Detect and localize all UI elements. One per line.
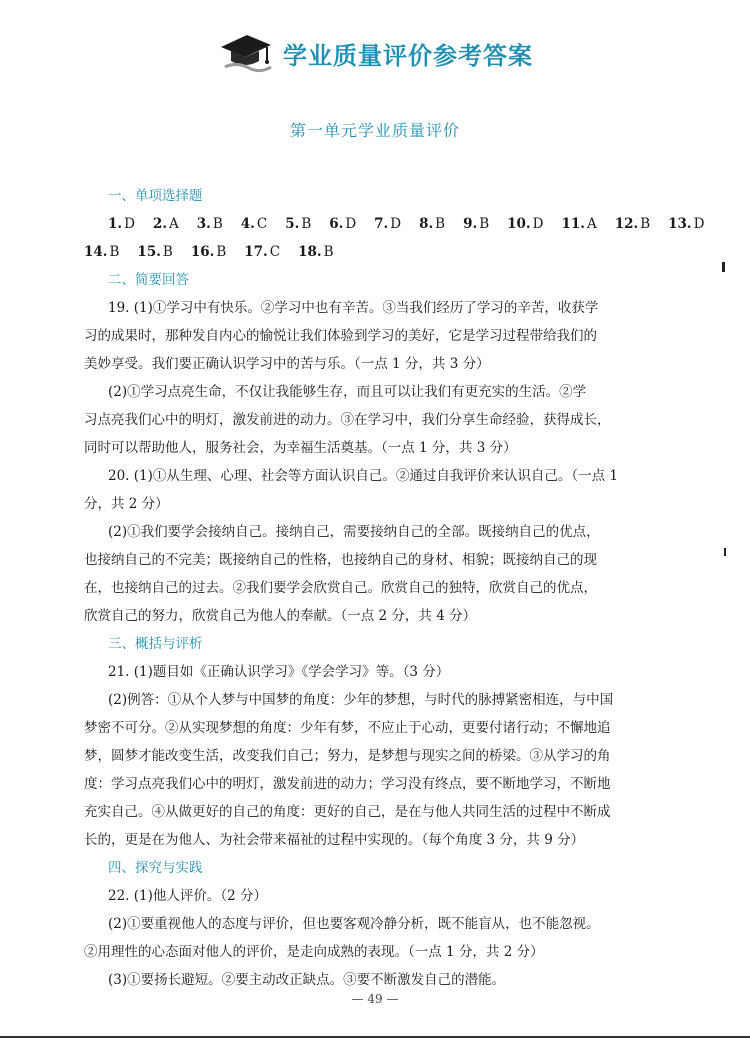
answer-line: 习的成果时，那种发自内心的愉悦让我们体验到学习的美好，它是学习过程带给我们的	[84, 328, 597, 344]
mcq-number: 14.	[84, 244, 108, 260]
answer-line: (2)①要重视他人的态度与评价，但也要客观冷静分析，既不能盲从，也不能忽视。	[108, 916, 600, 932]
mcq-number: 17.	[244, 244, 268, 260]
mcq-answer	[285, 210, 311, 238]
section-heading-summary-evaluation: 三、概括与评析	[108, 636, 203, 652]
mcq-letter: C	[256, 216, 268, 232]
answer-line: 美妙享受。我们要正确认识学习中的苦与乐。（一点 1 分，共 3 分）	[84, 356, 490, 372]
mcq-number: 11.	[561, 216, 585, 232]
unit-title: 第一单元学业质量评价	[289, 121, 460, 140]
answer-line: (3)①要扬长避短。②要主动改正缺点。③要不断激发自己的潜能。	[108, 972, 506, 988]
mcq-answer	[615, 210, 650, 238]
mcq-number: 4.	[240, 216, 255, 232]
mcq-answer	[241, 210, 267, 238]
mcq-answer	[137, 238, 172, 266]
answer-key-title: 学业质量评价参考答案	[283, 41, 533, 70]
mcq-answer	[561, 210, 596, 238]
page-bottom-rule	[0, 1036, 750, 1038]
mcq-answer	[153, 210, 179, 238]
section-heading-short-answer: 二、简要回答	[108, 272, 189, 288]
mcq-answer	[84, 238, 119, 266]
answer-line: 充实自己。④从做更好的自己的角度：更好的自己，是在与他人共同生活的过程中不断成	[84, 804, 611, 820]
mcq-letter: A	[586, 216, 597, 232]
mcq-letter: D	[345, 216, 357, 232]
answer-line: 习点亮我们心中的明灯，激发前进的动力。③在学习中，我们分享生命经验，获得成长，	[84, 412, 611, 428]
answer-line: 21. (1)题目如《正确认识学习》《学会学习》等。（3 分）	[108, 664, 450, 680]
mcq-answer	[197, 210, 223, 238]
mcq-letter: C	[269, 244, 281, 260]
mcq-letter: D	[532, 216, 544, 232]
section-heading-inquiry-practice: 四、探究与实践	[108, 860, 203, 876]
answer-line: 22. (1)他人评价。（2 分）	[108, 888, 268, 904]
mcq-letter: D	[124, 216, 135, 232]
mcq-row-2	[84, 238, 716, 266]
mcq-letter: B	[162, 244, 173, 260]
scan-mark	[722, 262, 725, 272]
mcq-answer	[419, 210, 445, 238]
mcq-answer	[298, 238, 333, 266]
answer-line: 在，也接纳自己的过去。②我们要学会欣赏自己。欣赏自己的独特，欣赏自己的优点，	[84, 580, 597, 596]
mcq-letter: D	[693, 216, 705, 232]
mcq-letter: B	[212, 216, 223, 232]
header-inner	[217, 31, 533, 75]
mcq-answer	[507, 210, 543, 238]
page-number: — 49 —	[351, 992, 399, 1006]
mcq-answer	[191, 238, 226, 266]
mcq-answer	[463, 210, 489, 238]
answer-line: 长的，更是在为他人、为社会带来福祉的过程中实现的。（每个角度 3 分，共 9 分）	[84, 832, 585, 848]
mcq-answer	[244, 238, 280, 266]
answer-line: (2)①学习点亮生命，不仅让我能够生存，而且可以让我们有更充实的生活。②学	[108, 384, 587, 400]
mcq-letter: B	[479, 216, 490, 232]
answer-line: 19. (1)①学习中有快乐。②学习中也有辛苦。③当我们经历了学习的辛苦，收获学	[108, 300, 599, 316]
mcq-number: 8.	[419, 216, 434, 232]
mcq-number: 13.	[668, 216, 692, 232]
mcq-answer	[108, 210, 135, 238]
answer-line: ②用理性的心态面对他人的评价，是走向成熟的表现。（一点 1 分，共 2 分）	[84, 944, 544, 960]
mcq-letter: D	[390, 216, 402, 232]
mcq-letter: B	[323, 244, 334, 260]
answer-content	[84, 182, 716, 994]
graduation-cap-icon	[217, 31, 273, 75]
answer-line: 也接纳自己的不完美；既接纳自己的性格，也接纳自己的身材、相貌；既接纳自己的现	[84, 552, 597, 568]
answer-line: 度：学习点亮我们心中的明灯，激发前进的动力；学习没有终点，要不断地学习，不断地	[84, 776, 611, 792]
mcq-answer	[668, 210, 704, 238]
mcq-letter: A	[169, 216, 179, 232]
answer-line: (2)例答：①从个人梦与中国梦的角度：少年的梦想，与时代的脉搏紧密相连，与中国	[108, 692, 614, 708]
mcq-number: 5.	[285, 216, 300, 232]
section-heading-multiple-choice: 一、单项选择题	[108, 188, 203, 204]
mcq-answer	[329, 210, 356, 238]
page-header	[0, 28, 750, 78]
scan-mark	[724, 548, 726, 556]
answer-line: 梦密不可分。②从实现梦想的角度：少年有梦，不应止于心动，更要付诸行动；不懈地追	[84, 720, 611, 736]
mcq-letter: B	[216, 244, 227, 260]
mcq-number: 18.	[298, 244, 322, 260]
mcq-number: 1.	[108, 216, 123, 232]
answer-line: 梦，圆梦才能改变生活，改变我们自己；努力，是梦想与现实之间的桥梁。③从学习的角	[84, 748, 611, 764]
mcq-number: 6.	[329, 216, 344, 232]
mcq-letter: B	[435, 216, 446, 232]
mcq-number: 15.	[137, 244, 161, 260]
mcq-number: 2.	[152, 216, 168, 232]
mcq-letter: B	[301, 216, 312, 232]
answer-line: 同时可以帮助他人，服务社会，为幸福生活奠基。（一点 1 分，共 3 分）	[84, 440, 517, 456]
answer-line: 欣赏自己的努力，欣赏自己为他人的奉献。（一点 2 分，共 4 分）	[84, 608, 477, 624]
mcq-row-1	[84, 210, 716, 238]
mcq-number: 7.	[374, 216, 389, 232]
mcq-number: 12.	[614, 216, 639, 232]
mcq-answer	[374, 210, 401, 238]
mcq-number: 9.	[463, 216, 478, 232]
mcq-letter: B	[640, 216, 651, 232]
mcq-number: 16.	[190, 244, 215, 260]
answer-line: 分，共 2 分）	[84, 496, 169, 512]
mcq-letter: B	[109, 244, 120, 260]
mcq-number: 3.	[196, 216, 211, 232]
answer-line: (2)①我们要学会接纳自己。接纳自己，需要接纳自己的全部。既接纳自己的优点，	[108, 524, 600, 540]
mcq-number: 10.	[507, 216, 531, 232]
answer-line: 20. (1)①从生理、心理、社会等方面认识自己。②通过自我评价来认识自己。（一点 1	[108, 468, 619, 484]
